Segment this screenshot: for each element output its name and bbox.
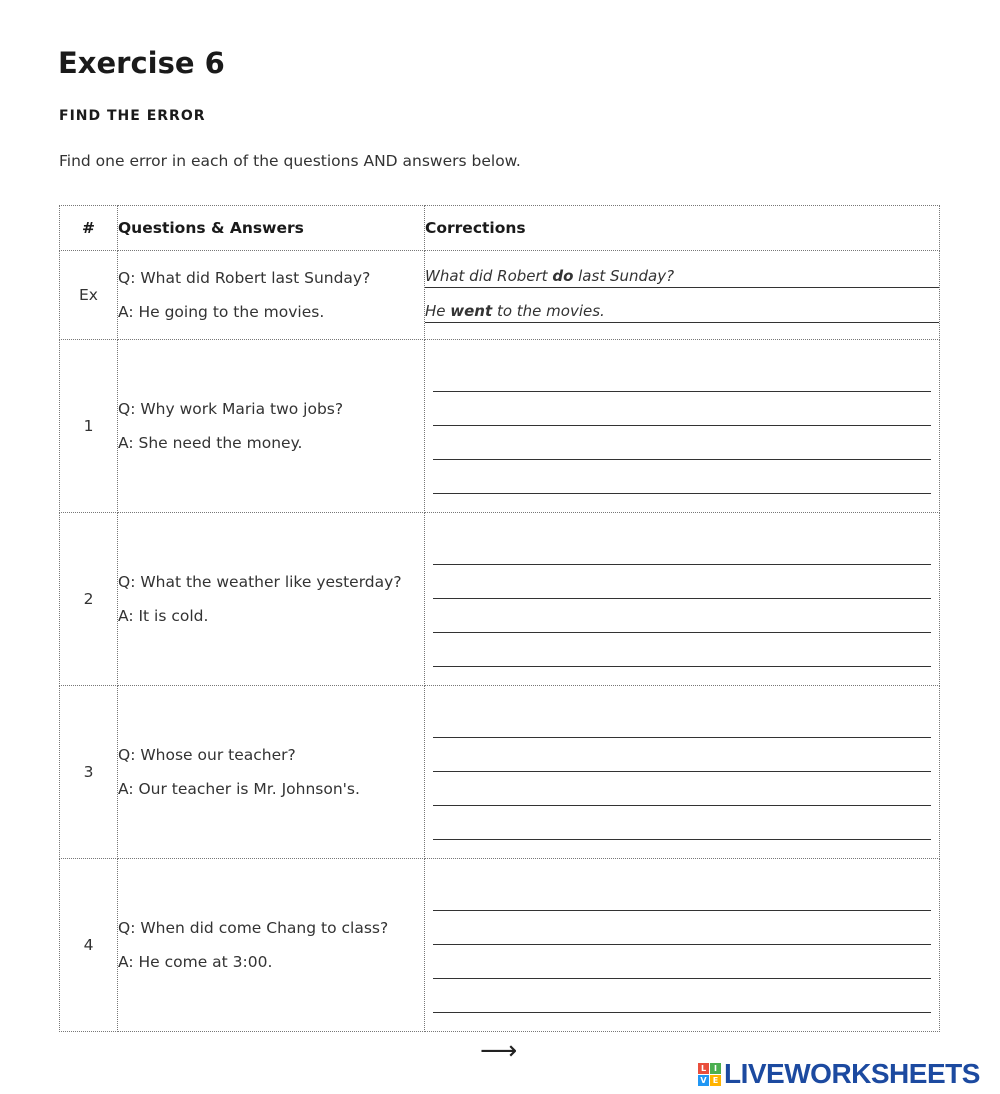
answer-line[interactable]	[433, 531, 931, 565]
corrections-cell	[425, 513, 940, 686]
question-text: Q: What did Robert last Sunday?	[118, 269, 371, 287]
next-arrow-icon[interactable]: ⟶	[480, 1036, 518, 1066]
example-row	[60, 251, 940, 340]
answer-line[interactable]	[433, 426, 931, 460]
corrections-cell	[425, 686, 940, 859]
table-row	[60, 340, 940, 513]
answer-line[interactable]	[433, 392, 931, 426]
answer-line[interactable]	[433, 979, 931, 1013]
corrections-cell	[425, 340, 940, 513]
qa-cell	[118, 513, 425, 686]
table-header-row	[60, 206, 940, 251]
row-number: Ex	[60, 251, 118, 340]
instruction-text: Find one error in each of the questions AND answers below.	[59, 152, 521, 170]
example-correction-answer: He went to the movies.	[425, 300, 939, 323]
answer-line[interactable]	[433, 877, 931, 911]
answer-line[interactable]	[433, 704, 931, 738]
row-number: 1	[60, 340, 118, 513]
table-row	[60, 859, 940, 1032]
answer-line[interactable]	[433, 738, 931, 772]
answer-line[interactable]	[433, 772, 931, 806]
answer-line[interactable]	[433, 945, 931, 979]
row-number: 2	[60, 513, 118, 686]
question-text: Q: When did come Chang to class?	[118, 919, 389, 937]
table-row	[60, 513, 940, 686]
question-text: Q: Why work Maria two jobs?	[118, 400, 344, 418]
question-text: Q: Whose our teacher?	[118, 746, 296, 764]
page-title: Exercise 6	[58, 46, 225, 80]
answer-line[interactable]	[433, 633, 931, 667]
header-number: #	[60, 206, 118, 251]
section-subtitle: FIND THE ERROR	[59, 108, 206, 124]
logo-letter: E	[710, 1075, 721, 1086]
answer-line[interactable]	[433, 911, 931, 945]
corrections-cell	[425, 859, 940, 1032]
row-number: 3	[60, 686, 118, 859]
table-row	[60, 686, 940, 859]
answer-text: A: He going to the movies.	[118, 303, 325, 321]
answer-line[interactable]	[433, 599, 931, 633]
corrections-cell	[425, 251, 940, 340]
exercise-table	[59, 205, 940, 1032]
logo-mark-icon	[698, 1063, 721, 1086]
answer-line[interactable]	[433, 806, 931, 840]
logo-text: LIVEWORKSHEETS	[724, 1058, 980, 1089]
answer-text: A: It is cold.	[118, 607, 209, 625]
answer-text: A: She need the money.	[118, 434, 303, 452]
answer-line[interactable]	[433, 460, 931, 494]
header-questions-answers: Questions & Answers	[118, 206, 425, 251]
answer-text: A: He come at 3:00.	[118, 953, 273, 971]
example-correction-question: What did Robert do last Sunday?	[425, 265, 939, 288]
header-corrections: Corrections	[425, 206, 940, 251]
answer-line[interactable]	[433, 565, 931, 599]
logo-letter: L	[698, 1063, 709, 1074]
qa-cell	[118, 251, 425, 340]
qa-cell	[118, 686, 425, 859]
qa-cell	[118, 859, 425, 1032]
logo-letter: I	[710, 1063, 721, 1074]
logo-letter: V	[698, 1075, 709, 1086]
answer-text: A: Our teacher is Mr. Johnson's.	[118, 780, 360, 798]
answer-line[interactable]	[433, 358, 931, 392]
qa-cell	[118, 340, 425, 513]
row-number: 4	[60, 859, 118, 1032]
question-text: Q: What the weather like yesterday?	[118, 573, 402, 591]
liveworksheets-logo	[698, 1058, 980, 1090]
